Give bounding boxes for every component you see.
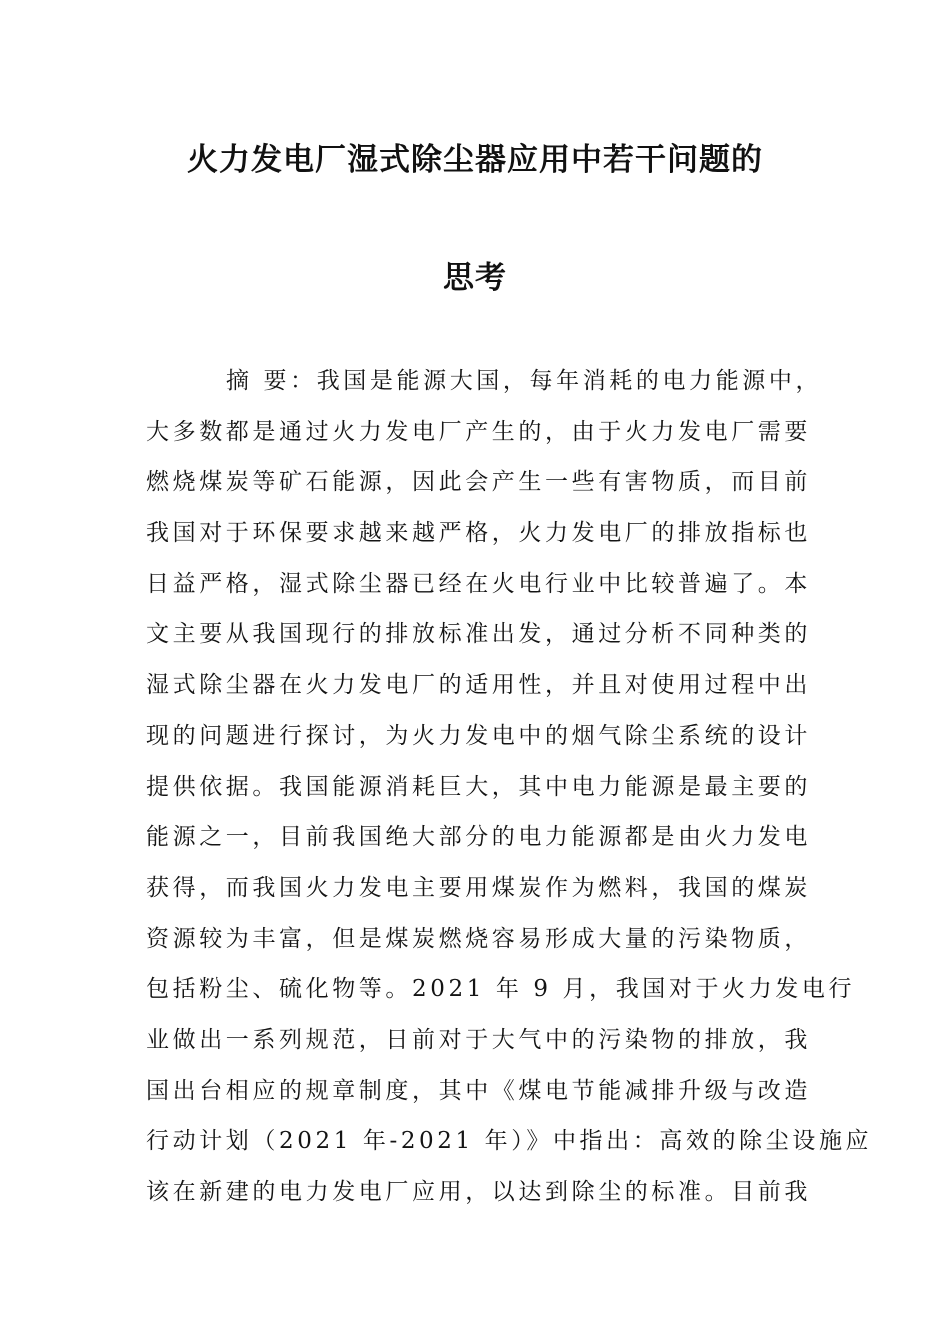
body-line-10: 能源之一，目前我国绝大部分的电力能源都是由火力发电	[146, 824, 811, 851]
body-line-4: 我国对于环保要求越来越严格，火力发电厂的排放指标也	[146, 520, 811, 547]
abstract-body	[146, 356, 873, 1218]
body-line-3: 燃烧煤炭等矿石能源，因此会产生一些有害物质，而目前	[146, 469, 811, 496]
document-title-line-2: 思考	[443, 260, 507, 296]
body-line-7: 湿式除尘器在火力发电厂的适用性，并且对使用过程中出	[146, 672, 811, 699]
body-line-6: 文主要从我国现行的排放标准出发，通过分析不同种类的	[146, 621, 811, 648]
body-line-5: 日益严格，湿式除尘器已经在火电行业中比较普遍了。本	[146, 570, 811, 597]
body-line-17: 该在新建的电力发电厂应用，以达到除尘的标准。目前我	[146, 1179, 811, 1205]
body-line-14: 业做出一系列规范，日前对于大气中的污染物的排放，我	[146, 1026, 811, 1053]
body-line-13: 包括粉尘、硫化物等。2021 年 9 月，我国对于火力发电行	[146, 976, 856, 1003]
body-line-8: 现的问题进行探讨，为火力发电中的烟气除尘系统的设计	[146, 722, 811, 749]
document-title-line-1: 火力发电厂湿式除尘器应用中若干问题的	[187, 142, 763, 178]
body-line-11: 获得，而我国火力发电主要用煤炭作为燃料，我国的煤炭	[146, 874, 811, 901]
body-line-12: 资源较为丰富，但是煤炭燃烧容易形成大量的污染物质，	[146, 925, 811, 952]
body-line-16: 行动计划（2021 年-2021 年）》中指出：高效的除尘设施应	[146, 1128, 873, 1155]
body-line-1: 摘 要：我国是能源大国，每年消耗的电力能源中，	[226, 368, 823, 394]
body-line-15: 国出台相应的规章制度，其中《煤电节能减排升级与改造	[146, 1077, 811, 1104]
body-line-2: 大多数都是通过火力发电厂产生的，由于火力发电厂需要	[146, 418, 811, 445]
body-line-9: 提供依据。我国能源消耗巨大，其中电力能源是最主要的	[146, 773, 811, 800]
